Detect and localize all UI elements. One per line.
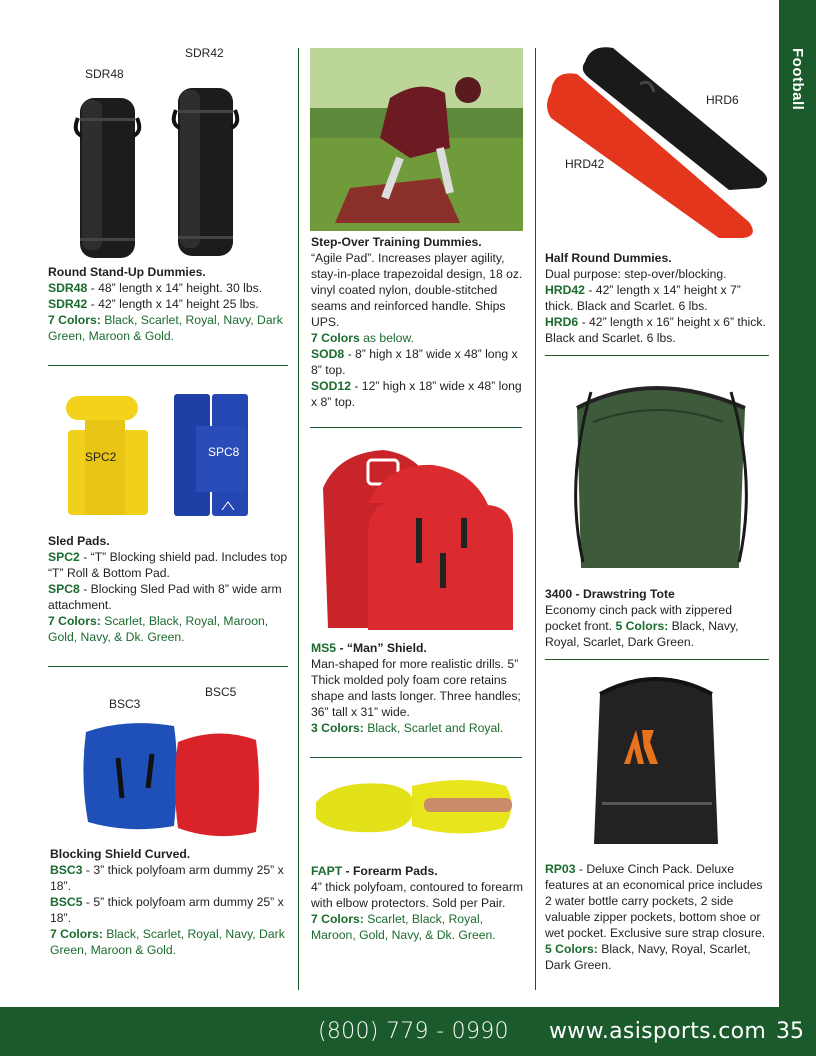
row-divider [545,355,769,356]
section-tab[interactable] [779,48,816,128]
product-spec: - 5” thick polyfoam arm dummy 25” x 18”. [50,895,284,925]
colors-label: 7 Colors: [48,614,101,628]
half-round-description [545,250,770,346]
product-spec: - 42” length x 16” height x 6” thick. Black and Scarlet. 6 lbs. [545,315,766,345]
row-divider [48,365,288,366]
colors-label: 5 Colors: [615,619,669,633]
colors-list: Black, Scarlet, Royal, Navy, Dark Green, Maroon & Gold. [48,313,283,343]
standup-description [48,264,293,344]
product-title: - Forearm Pads. [342,864,438,878]
product-spec: - “T” Blocking shield pad. Includes top “T” Roll & Bottom Pad. [48,550,288,580]
product-code: SPC2 [48,550,80,564]
product-label-sdr48: SDR48 [85,67,124,81]
product-code: FAPT [311,864,343,878]
product-spec: - 42” length x 14” height x 7” thick. Black and Scarlet. 6 lbs. [545,283,741,313]
product-label-bsc3: BSC3 [109,697,141,711]
man-shield-image [313,448,518,636]
row-divider [545,659,769,660]
colors-list: Black, Navy, Royal, Scarlet, Dark Green. [545,942,751,972]
colors-list: Scarlet, Black, Royal, Maroon, Gold, Navy, & Dk. Green. [311,912,496,942]
product-code: SDR48 [48,281,88,295]
colors-list: as below. [359,331,414,345]
footer-phone[interactable]: (800) 779 - 0990 [318,1019,509,1044]
forearm-pads-image [312,772,522,844]
colors-list: Black, Navy, Royal, Scarlet, Dark Green. [545,619,739,649]
cinch-pack-image [590,672,722,850]
product-title: 3400 - Drawstring Tote [545,587,675,601]
product-label-hrd6: HRD6 [706,93,739,107]
section-tab-label: Football [788,48,806,111]
row-divider [310,427,522,428]
product-code: SOD8 [311,347,345,361]
product-code: SDR42 [48,297,88,311]
man-shield-description [311,640,526,736]
product-title: Round Stand-Up Dummies. [48,265,206,279]
blocking-description [50,846,295,958]
colors-label: 5 Colors: [545,942,598,956]
product-desc: “Agile Pad”. Increases player agility, stay-in-place trapezoidal design, 18 oz. vinyl coated nylon, double-stitched seams and reinforced handle. Ships UPS. [311,251,523,329]
forearm-description [311,863,526,943]
product-spec: - 3” thick polyfoam arm dummy 25” x 18”. [50,863,284,893]
column-divider [298,48,299,990]
step-over-description [311,234,526,410]
colors-list: Black, Scarlet, Royal, Navy, Dark Green, Maroon & Gold. [50,927,285,957]
product-label-spc2: SPC2 [85,450,117,464]
product-code: MS5 [311,641,337,655]
product-desc: - Deluxe Cinch Pack. Deluxe features at an economical price includes 2 water bottle carry pockets, 2 side valuable zipper pockets, bottom shoe or wet pocket. Exclusive sure strap closure. [545,862,766,940]
sidebar-band [779,0,816,1007]
colors-list: Black, Scarlet and Royal. [363,721,504,735]
product-title: Step-Over Training Dummies. [311,235,482,249]
product-spec: - 12” high x 18” wide x 48” long x 8” top. [311,379,522,409]
product-spec: - Blocking Sled Pad with 8” wide arm attachment. [48,582,282,612]
column-divider [535,48,536,990]
cinch-description [545,861,770,973]
page-number: 35 [776,1019,804,1044]
standup-dummies-image [70,88,250,263]
blocking-shields-image [78,718,263,840]
product-desc: Dual purpose: step-over/blocking. [545,267,727,281]
product-code: HRD42 [545,283,585,297]
product-title: - “Man” Shield. [336,641,427,655]
product-spec: - 8” high x 18” wide x 48” long x 8” top. [311,347,518,377]
product-desc: Man-shaped for more realistic drills. 5” Thick molded poly foam core retains shape and lasts longer. Three handles; 36” tall x 31” wide. [311,657,521,719]
product-desc: Economy cinch pack with zippered pocket front. [545,603,732,633]
product-code: RP03 [545,862,576,876]
product-label-sdr42: SDR42 [185,46,224,60]
footer-bar [0,1007,816,1056]
colors-label: 7 Colors: [50,927,103,941]
product-desc: 4” thick polyfoam, contoured to forearm with elbow protectors. Sold per Pair. [311,880,524,910]
product-title: Blocking Shield Curved. [50,847,191,861]
product-label-bsc5: BSC5 [205,685,237,699]
product-code: SPC8 [48,582,80,596]
colors-label: 7 Colors: [48,313,101,327]
product-spec: - 48” length x 14” height. 30 lbs. [87,281,263,295]
product-code: BSC5 [50,895,83,909]
product-code: HRD6 [545,315,579,329]
step-over-photo [310,48,523,231]
product-title: Half Round Dummies. [545,251,672,265]
footer-website[interactable]: www.asisports.com [549,1019,767,1044]
row-divider [48,666,288,667]
product-label-spc8: SPC8 [208,445,240,459]
product-code: BSC3 [50,863,83,877]
row-divider [310,757,522,758]
product-code: SOD12 [311,379,351,393]
drawstring-tote-image [563,372,753,577]
tote-description [545,586,770,650]
product-spec: - 42” length x 14” height 25 lbs. [87,297,259,311]
half-round-dummies-image [545,44,770,239]
colors-label: 7 Colors: [311,912,364,926]
product-label-hrd42: HRD42 [565,157,605,171]
colors-list: Scarlet, Black, Royal, Maroon, Gold, Navy, & Dk. Green. [48,614,269,644]
product-title: Sled Pads. [48,534,110,548]
colors-label: 3 Colors: [311,721,364,735]
colors-label: 7 Colors [311,331,360,345]
sled-description [48,533,293,645]
